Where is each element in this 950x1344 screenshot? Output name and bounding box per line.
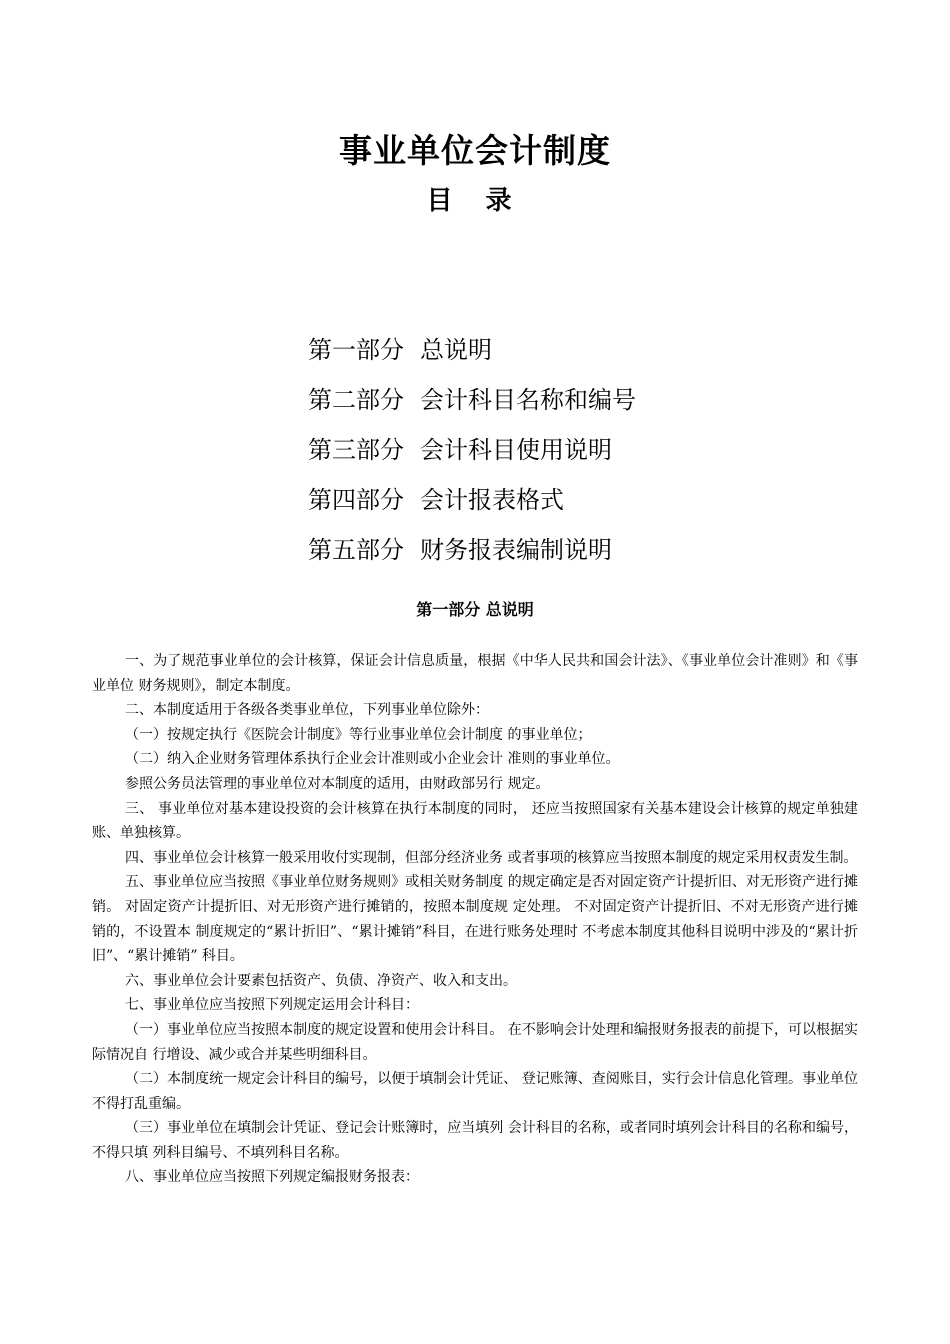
paragraph: 三、 事业单位对基本建设投资的会计核算在执行本制度的同时， 还应当按照国家有关基本建设会计核算的规定单独建账、单独核算。 [92,800,858,842]
toc-part-name: 会计科目名称和编号 [420,386,636,414]
paragraph: （一）事业单位应当按照本制度的规定设置和使用会计科目。 在不影响会计处理和编报财务报表的前提下，可以根据实际情况自 行增设、减少或合并某些明细科目。 [92,1021,858,1063]
toc-part-name: 总说明 [420,336,492,364]
paragraph: （一）按规定执行《医院会计制度》等行业事业单位会计制度 的事业单位； [125,726,592,743]
toc-part-name: 会计科目使用说明 [420,436,612,464]
toc-item-part-2[interactable] [308,380,636,430]
document-title: 事业单位会计制度 [339,131,611,170]
paragraph: 七、事业单位应当按照下列规定运用会计科目： [125,997,419,1014]
paragraph: 五、事业单位应当按照《事业单位财务规则》或相关财务制度 的规定确定是否对固定资产计提折旧、对无形资产进行摊销。 对固定资产计提折旧、对无形资产进行摊销的，按照本制度规 定处理。 不对固定资产计提折旧、不对无形资产进行摊销的，不设置本 制度规定的“累计折旧”、“累计摊销”科目，在进行账务处理时 不考虑本制度其他科目说明中涉及的“累计折旧”、“累计摊销” 科目。 [92,874,858,965]
paragraph: （二）本制度统一规定会计科目的编号，以便于填制会计凭证、 登记账簿、查阅账目，实行会计信息化管理。事业单位不得打乱重编。 [92,1071,858,1112]
toc-item-part-5[interactable] [308,530,636,580]
toc-part-label: 第五部分 [308,536,404,564]
table-of-contents [308,330,636,580]
toc-item-part-3[interactable] [308,430,636,480]
toc-item-part-4[interactable] [308,480,636,530]
paragraph: （三）事业单位在填制会计凭证、登记会计账簿时，应当填列 会计科目的名称，或者同时填列会计科目的名称和编号，不得只填 列科目编号、不填列科目名称。 [92,1120,858,1161]
paragraph: 四、事业单位会计核算一般采用收付实现制，但部分经济业务 或者事项的核算应当按照本制度的规定采用权责发生制。 [125,849,858,866]
paragraph: 一、为了规范事业单位的会计核算，保证会计信息质量，根据《中华人民共和国会计法》、《事业单位会计准则》和《事业单位 财务规则》，制定本制度。 [92,653,858,694]
toc-part-label: 第三部分 [308,436,404,464]
toc-part-label: 第二部分 [308,386,404,414]
toc-part-label: 第四部分 [308,486,404,514]
toc-part-name: 财务报表编制说明 [420,536,612,564]
body-text [92,649,858,1190]
paragraph: （二）纳入企业财务管理体系执行企业会计准则或小企业会计 准则的事业单位。 [125,751,620,768]
toc-heading: 目 录 [426,186,524,216]
toc-part-label: 第一部分 [308,336,404,364]
paragraph: 八、事业单位应当按照下列规定编报财务报表： [125,1169,419,1186]
toc-item-part-1[interactable] [308,330,636,380]
section-heading: 第一部分 总说明 [416,600,534,619]
paragraph: 二、本制度适用于各级各类事业单位，下列事业单位除外： [125,702,489,719]
paragraph: 六、事业单位会计要素包括资产、负债、净资产、收入和支出。 [125,972,517,989]
paragraph: 参照公务员法管理的事业单位对本制度的适用，由财政部另行 规定。 [125,775,550,792]
toc-part-name: 会计报表格式 [420,486,564,514]
